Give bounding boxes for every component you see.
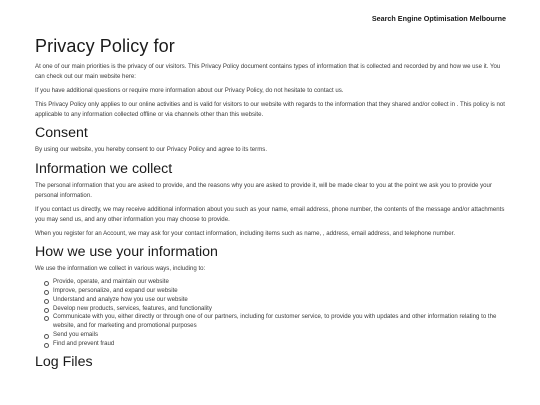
intro-paragraph-3: This Privacy Policy only applies to our online activities and is valid for visitors to our website with regards to the information that they shared and/or collect in . This policy is not applicable to any information collected offline or via channels other than this website. [35,101,506,119]
how-we-use-intro: We use the information we collect in various ways, including to: [35,265,206,273]
site-title[interactable]: Search Engine Optimisation Melbourne [371,14,506,23]
how-we-use-list [35,278,505,348]
list-item: Understand and analyze how you use our website [53,296,505,305]
information-collect-paragraph-3: When you register for an Account, we may ask for your contact information, including items such as name, , address, email address, and telephone number. [35,229,456,237]
consent-heading: Consent [35,125,88,142]
information-collect-heading: Information we collect [35,160,173,177]
list-item: Provide, operate, and maintain our website [53,278,505,287]
list-item: Send you emails [53,331,505,340]
information-collect-paragraph-1: The personal information that you are asked to provide, and the reasons why you are asked to provide it, will be made clear to you at the point we ask you to provide your personal information. [35,181,492,199]
intro-paragraph-2: If you have additional questions or require more information about our Privacy Policy, do not hesitate to contact us. [35,87,344,95]
list-item: Communicate with you, either directly or through one of our partners, including for customer service, to provide you with updates and other information relating to the website, and for marketing and promotional purposes [53,313,505,331]
list-item: Find and prevent fraud [53,340,505,349]
how-we-use-heading: How we use your information [35,244,218,261]
consent-paragraph: By using our website, you hereby consent to our Privacy Policy and agree to its terms. [35,146,268,154]
information-collect-paragraph-2: If you contact us directly, we may receive additional information about you such as your name, email address, phone number, the contents of the message and/or attachments you may send us, and any other information you may choose to provide. [35,205,505,223]
page-title: Privacy Policy for [35,36,175,56]
list-item: Improve, personalize, and expand our website [53,287,505,296]
log-files-heading: Log Files [35,353,93,370]
policy-content [35,35,505,374]
intro-paragraph-1: At one of our main priorities is the privacy of our visitors. This Privacy Policy document contains types of information that is collected and recorded by and how we use it. You can check out our main website here: [35,63,501,81]
list-item: Develop new products, services, features, and functionality [53,305,505,314]
